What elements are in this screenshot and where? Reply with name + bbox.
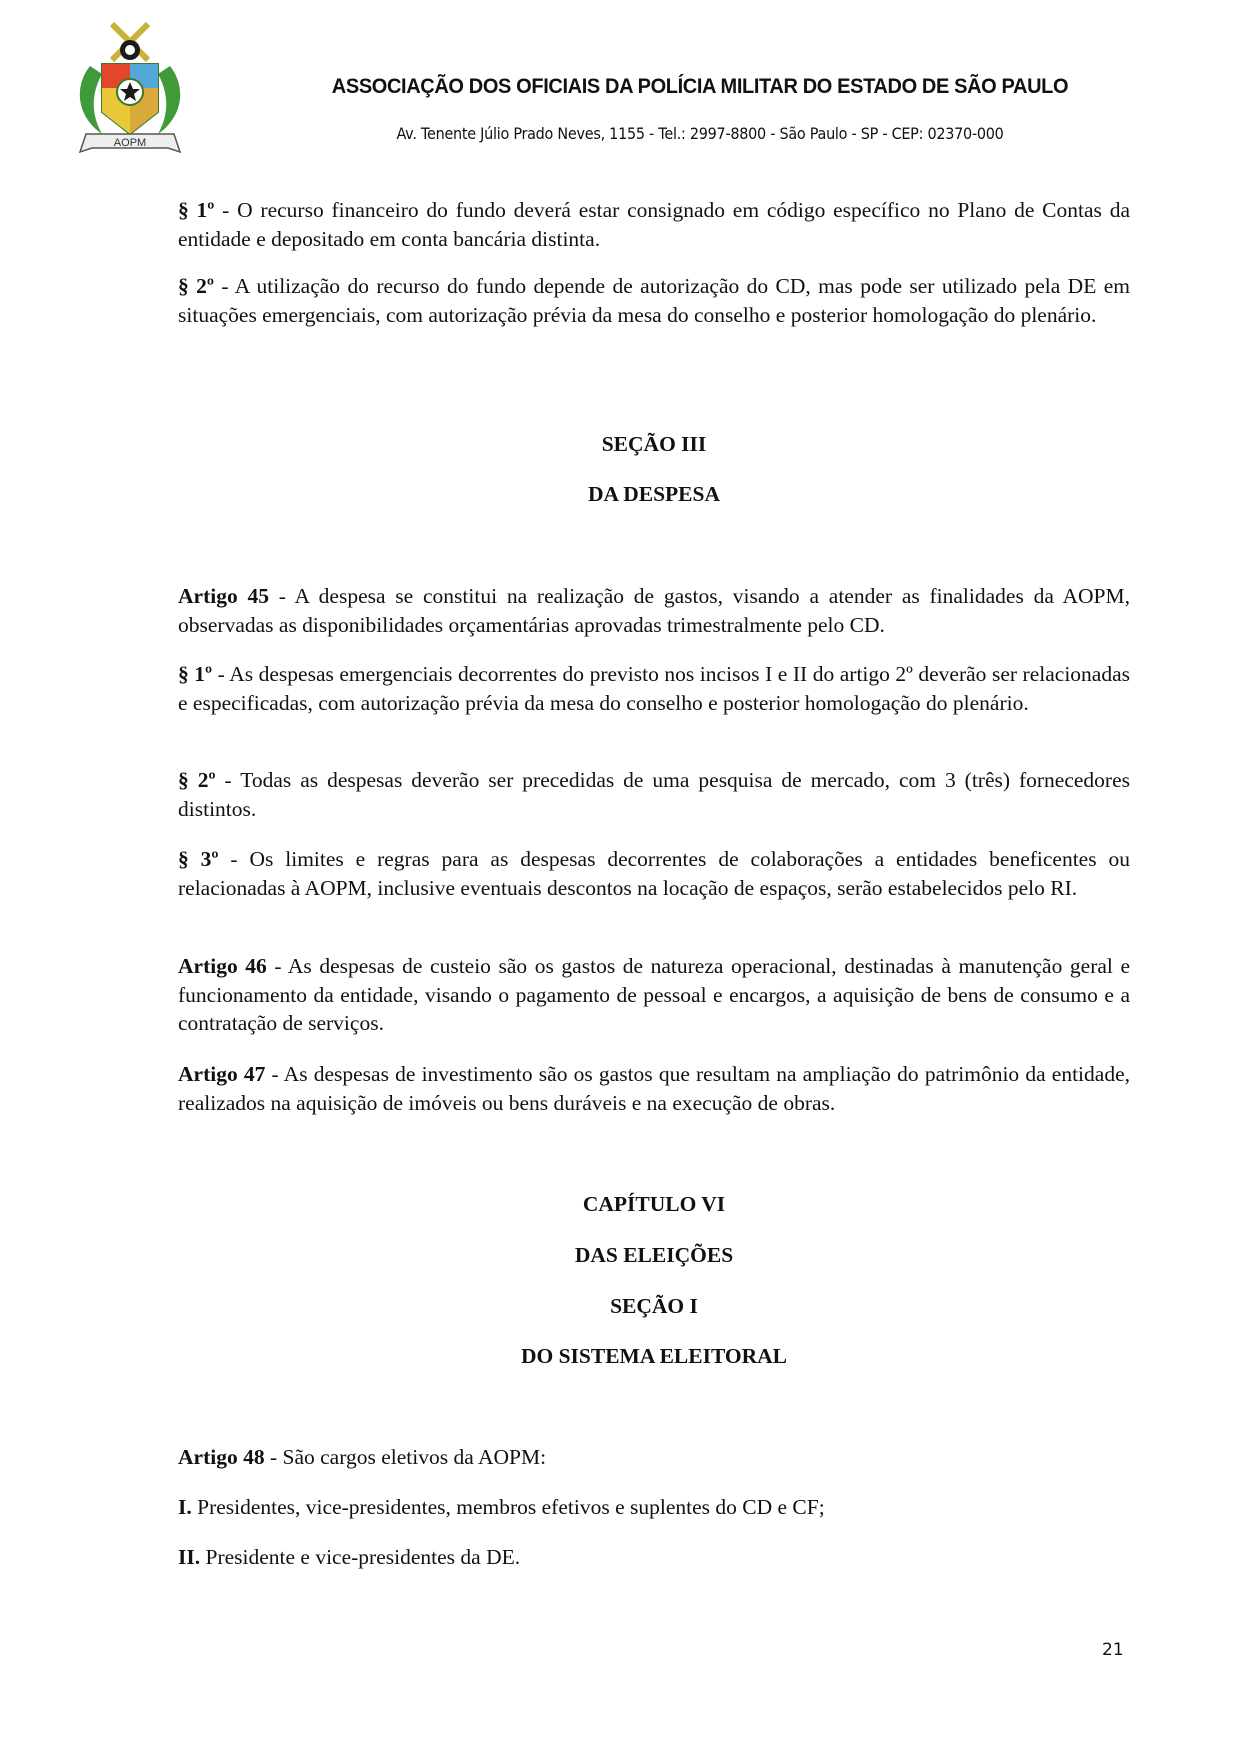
- shield-icon: [102, 64, 158, 134]
- organization-address: Av. Tenente Júlio Prado Neves, 1155 - Tel.: 2997-8800 - São Paulo - SP - CEP: 02370-000: [396, 124, 1004, 143]
- article-text: - São cargos eletivos da AOPM:: [264, 1445, 547, 1469]
- paragraph-lead: § 3º: [178, 847, 219, 871]
- article-47: [178, 1060, 1130, 1117]
- article-46: [178, 952, 1130, 1038]
- section-subheading: DA DESPESA: [587, 482, 721, 506]
- article-text: - A despesa se constitui na realização de gastos, visando a atender as finalidades da AOPM, observadas as disponibilidades orçamentárias aprovadas trimestralmente pelo CD.: [178, 584, 1131, 637]
- aopm-logo: [72, 16, 188, 160]
- paragraph-lead: § 2º: [178, 274, 214, 298]
- section-heading: SEÇÃO III: [601, 432, 707, 456]
- crossed-swords-icon: [112, 24, 148, 60]
- chapter-subheading: DAS ELEIÇÕES: [574, 1243, 734, 1267]
- paragraph-p1: [178, 196, 1130, 253]
- paragraph-lead: § 1º: [178, 198, 215, 222]
- article-48: [178, 1443, 1130, 1472]
- article-45: [178, 582, 1130, 639]
- chapter-heading: CAPÍTULO VI: [582, 1192, 726, 1216]
- item-text: Presidentes, vice-presidentes, membros efetivos e suplentes do CD e CF;: [191, 1495, 825, 1519]
- laurel-left-icon: [80, 66, 102, 134]
- item-lead: II.: [178, 1545, 201, 1569]
- article-45-paragraph-2: [178, 766, 1130, 823]
- section-heading: SEÇÃO I: [610, 1294, 698, 1318]
- paragraph-lead: § 1º: [178, 662, 213, 686]
- paragraph-text: - As despesas emergenciais decorrentes do previsto nos incisos I e II do artigo 2º deverão ser relacionadas e especificadas, com autorização prévia da mesa do conselho e posterior homologação do plenário.: [178, 662, 1130, 715]
- organization-title: ASSOCIAÇÃO DOS OFICIAIS DA POLÍCIA MILITAR DO ESTADO DE SÃO PAULO: [331, 74, 1069, 98]
- article-text: - As despesas de investimento são os gastos que resultam na ampliação do patrimônio da entidade, realizados na aquisição de imóveis ou bens duráveis e na execução de obras.: [178, 1062, 1130, 1115]
- paragraph-p2: [178, 272, 1130, 329]
- paragraph-text: - Todas as despesas deverão ser precedidas de uma pesquisa de mercado, com 3 (três) fornecedores distintos.: [178, 768, 1130, 821]
- list-item: [178, 1493, 1130, 1522]
- article-45-paragraph-3: [178, 845, 1130, 902]
- paragraph-text: - Os limites e regras para as despesas decorrentes de colaborações a entidades beneficentes ou relacionadas à AOPM, inclusive eventuais descontos na locação de espaços, serão estabelecidos pelo RI.: [178, 847, 1130, 900]
- list-item: [178, 1543, 1130, 1572]
- article-lead: Artigo 48: [178, 1445, 265, 1469]
- logo-text: AOPM: [113, 137, 147, 149]
- paragraph-text: - O recurso financeiro do fundo deverá estar consignado em código específico no Plano de Contas da entidade e depositado em conta bancária distinta.: [178, 198, 1130, 251]
- article-45-paragraph-1: [178, 660, 1130, 717]
- paragraph-text: - A utilização do recurso do fundo depende de autorização do CD, mas pode ser utilizado pela DE em situações emergenciais, com autorização prévia da mesa do conselho e posterior homologação do plenário.: [178, 274, 1130, 327]
- article-text: - As despesas de custeio são os gastos de natureza operacional, destinadas à manutenção geral e funcionamento da entidade, visando o pagamento de pessoal e encargos, a aquisição de bens de consumo e a contratação de serviços.: [178, 954, 1131, 1035]
- article-lead: Artigo 47: [178, 1062, 266, 1086]
- article-lead: Artigo 46: [178, 954, 267, 978]
- laurel-right-icon: [158, 66, 180, 134]
- page-number: 21: [1102, 1640, 1124, 1660]
- paragraph-lead: § 2º: [178, 768, 216, 792]
- article-lead: Artigo 45: [178, 584, 269, 608]
- section-subheading: DO SISTEMA ELEITORAL: [520, 1344, 788, 1368]
- item-text: Presidente e vice-presidentes da DE.: [200, 1545, 521, 1569]
- item-lead: I.: [178, 1495, 192, 1519]
